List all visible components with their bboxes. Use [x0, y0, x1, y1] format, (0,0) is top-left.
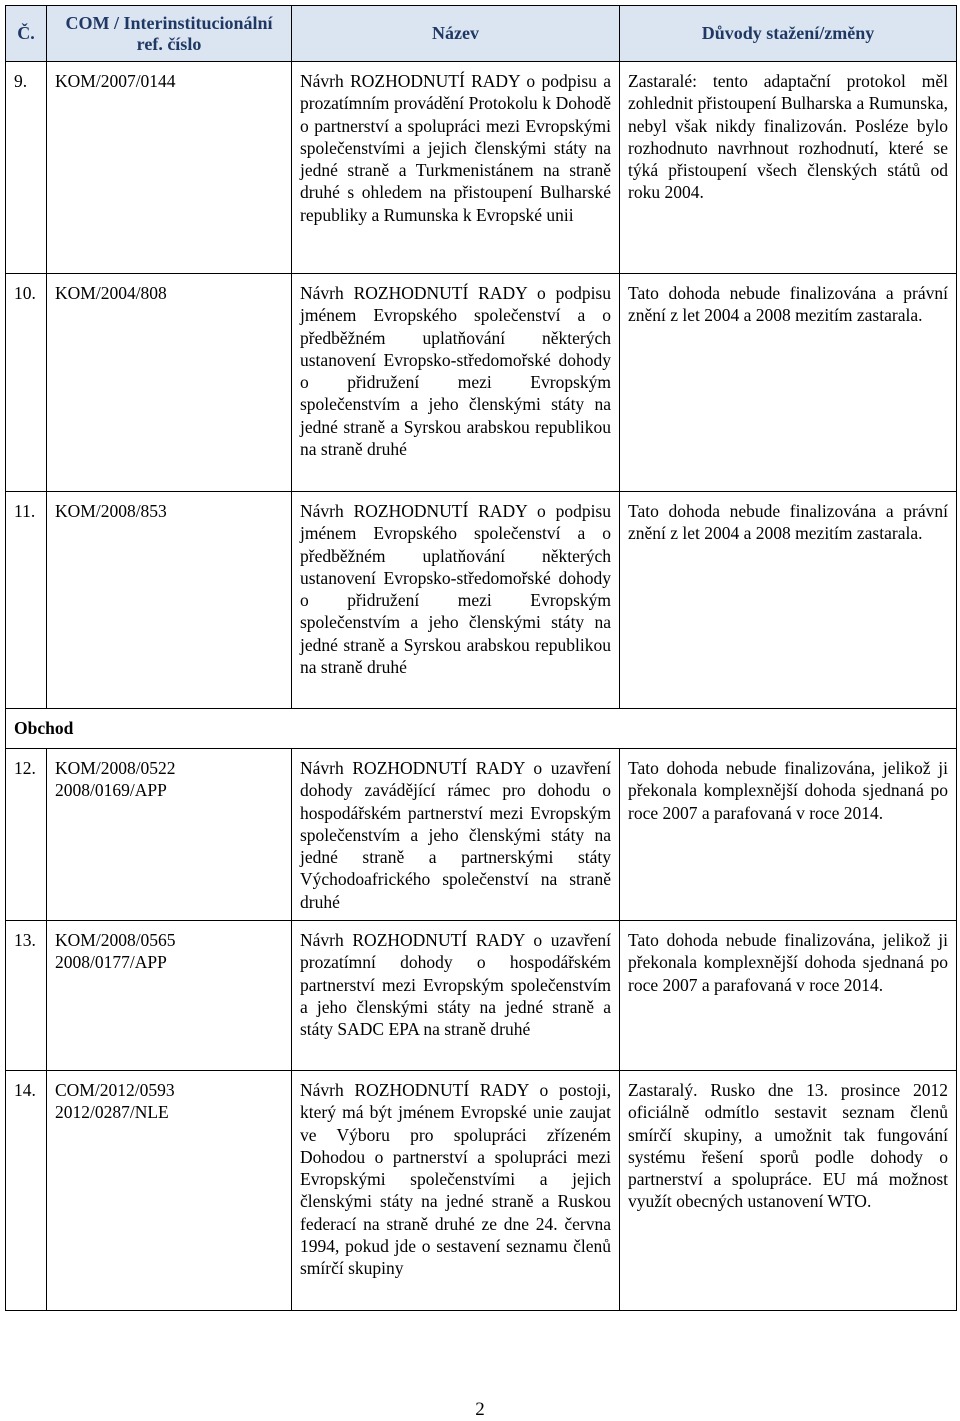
row-ref [47, 921, 292, 1071]
row-ref [47, 749, 292, 921]
ref-line: 2012/0287/NLE [55, 1102, 169, 1123]
section-row [6, 709, 957, 749]
row-reason: Tato dohoda nebude finalizována, jelikož ji překonala komplexnější dohoda sjednaná po roce 2007 a parafovaná v roce 2014. [620, 749, 957, 921]
page-number: 2 [475, 1399, 485, 1420]
table-row [6, 1071, 957, 1311]
row-reason: Tato dohoda nebude finalizována a právní znění z let 2004 a 2008 mezitím zastarala. [620, 274, 957, 492]
ref-line: COM/2012/0593 [55, 1080, 175, 1100]
row-title: Návrh ROZHODNUTÍ RADY o postoji, který má být jménem Evropské unie zaujat ve Výboru pro spolupráci zřízeném Dohodou o partnerství a spolupráci mezi Evropskými společenstvími a jejich členskými státy na jedné straně a Ruskou federací na straně druhé ze dne 24. června 1994, pokud jde o sestavení seznamu členů smírčí skupiny [292, 1071, 620, 1311]
section-title-trade: Obchod [6, 709, 957, 749]
row-number: 10. [6, 274, 47, 492]
row-title: Návrh ROZHODNUTÍ RADY o uzavření dohody zavádějící rámec pro dohodu o hospodářském partnerství mezi Evropským společenstvím a jeho členskými státy na jedné straně a partnerskými státy Východoafrického společenství na straně druhé [292, 749, 620, 921]
row-title: Návrh ROZHODNUTÍ RADY o podpisu jménem Evropského společenství a o předběžném uplatňování některých ustanovení Evropsko-středomořské dohody o přidružení mezi Evropským společenstvím a jeho členskými státy na jedné straně a Syrskou arabskou republikou na straně druhé [292, 492, 620, 709]
row-number: 12. [6, 749, 47, 921]
row-number: 13. [6, 921, 47, 1071]
row-ref [47, 1071, 292, 1311]
row-title: Návrh ROZHODNUTÍ RADY o uzavření prozatímní dohody o hospodářském partnerství mezi Evropským společenstvím a jeho členskými státy na jedné straně a státy SADC EPA na straně druhé [292, 921, 620, 1071]
table-row [6, 62, 957, 274]
row-ref [47, 62, 292, 274]
ref-line: 2008/0169/APP [55, 780, 167, 801]
header-reason: Důvody stažení/změny [620, 6, 957, 62]
table-row [6, 921, 957, 1071]
row-number: 9. [6, 62, 47, 274]
table-row [6, 492, 957, 709]
header-title: Název [292, 6, 620, 62]
ref-line: KOM/2008/0522 [55, 758, 176, 778]
row-reason: Zastaralý. Rusko dne 13. prosince 2012 oficiálně odmítlo sestavit seznam členů smírčí skupiny, a umožnit tak fungování systému řešení sporů podle dohody o partnerství a spolupráce. EU má možnost využít obecných ustanovení WTO. [620, 1071, 957, 1311]
row-reason: Zastaralé: tento adaptační protokol měl zohlednit přistoupení Bulharska a Rumunska, nebyl však nikdy finalizován. Posléze bylo rozhodnuto navrhnout rozhodnutí, které se týká přistoupení všech členských států od roku 2004. [620, 62, 957, 274]
ref-line: 2008/0177/APP [55, 952, 167, 973]
row-ref [47, 492, 292, 709]
ref-line: KOM/2004/808 [55, 283, 167, 303]
ref-line: KOM/2008/0565 [55, 930, 176, 950]
row-reason: Tato dohoda nebude finalizována a právní znění z let 2004 a 2008 mezitím zastarala. [620, 492, 957, 709]
header-number: Č. [6, 6, 47, 62]
row-ref [47, 274, 292, 492]
ref-line: KOM/2007/0144 [55, 71, 176, 91]
row-title: Návrh ROZHODNUTÍ RADY o podpisu jménem Evropského společenství a o předběžném uplatňování některých ustanovení Evropsko-středomořské dohody o přidružení mezi Evropským společenstvím a jeho členskými státy na jedné straně a Syrskou arabskou republikou na straně druhé [292, 274, 620, 492]
ref-line: KOM/2008/853 [55, 501, 167, 521]
row-number: 11. [6, 492, 47, 709]
table-row [6, 274, 957, 492]
withdrawal-table [5, 5, 957, 1311]
row-reason: Tato dohoda nebude finalizována, jelikož ji překonala komplexnější dohoda sjednaná po roce 2007 a parafovaná v roce 2014. [620, 921, 957, 1071]
row-number: 14. [6, 1071, 47, 1311]
header-ref: COM / Interinstitucionální ref. číslo [47, 6, 292, 62]
table-header-row [6, 6, 957, 62]
table-row [6, 749, 957, 921]
row-title: Návrh ROZHODNUTÍ RADY o podpisu a prozatímním provádění Protokolu k Dohodě o partnerství a spolupráci mezi Evropskými společenstvími a jejich členskými státy na jedné straně a Turkmenistánem na straně druhé s ohledem na přistoupení Bulharské republiky a Rumunska k Evropské unii [292, 62, 620, 274]
